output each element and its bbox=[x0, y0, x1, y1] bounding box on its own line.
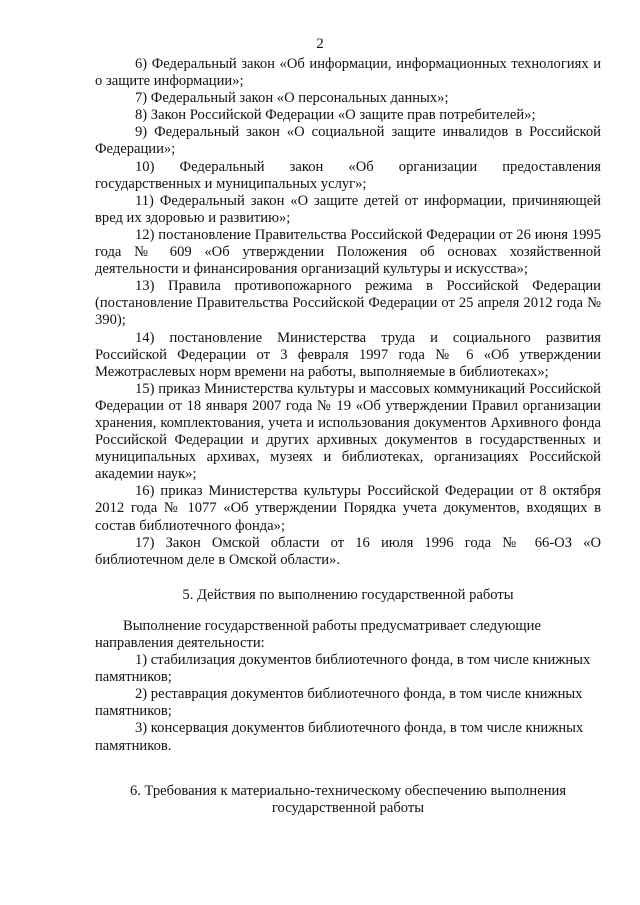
list-item: 10) Федеральный закон «Об организации предоставления государственных и муниципальных услуг»; bbox=[95, 158, 601, 192]
list-item: 17) Закон Омской области от 16 июля 1996 года № 66-ОЗ «О библиотечном деле в Омской области». bbox=[95, 534, 601, 568]
legal-basis-list bbox=[95, 56, 601, 569]
section-intro: Выполнение государственной работы предусматривает следующие направления деятельности: bbox=[95, 617, 541, 651]
list-item: 14) постановление Министерства труда и социального развития Российской Федерации от 3 февраля 1997 года № 6 «Об утверждении Межотраслевых норм времени на работы, выполняемые в библиотеках»; bbox=[95, 329, 601, 380]
list-item: 15) приказ Министерства культуры и массовых коммуникаций Российской Федерации от 18 января 2007 года № 19 «Об утверждении Правил организации хранения, комплектования, учета и использования документов Архивного фонда Российской Федерации и других архивных документов в государственных и муниципальных архивах, музеях и библиотеках, организациях Российской академии наук»; bbox=[95, 380, 601, 483]
section-heading: 5. Действия по выполнению государственной работы bbox=[182, 586, 514, 603]
section-heading: 6. Требования к материально-техническому обеспечению выполнения государственной работы bbox=[129, 782, 567, 816]
list-item: 13) Правила противопожарного режима в Российской Федерации (постановление Правительства Российской Федерации от 25 апреля 2012 года № 390); bbox=[95, 278, 601, 329]
list-item: 3) консервация документов библиотечного фонда, в том числе книжных памятников. bbox=[95, 720, 584, 754]
list-item: 6) Федеральный закон «Об информации, информационных технологиях и о защите информации»; bbox=[95, 56, 601, 90]
list-item: 12) постановление Правительства Российской Федерации от 26 июня 1995 года № 609 «Об утверждении Положения об основах хозяйственной деятельности и финансирования организаций культуры и искусства»; bbox=[95, 226, 601, 278]
page-number: 2 bbox=[316, 36, 324, 52]
list-item: 9) Федеральный закон «О социальной защите инвалидов в Российской Федерации»; bbox=[95, 124, 601, 158]
list-item: 11) Федеральный закон «О защите детей от информации, причиняющей вред их здоровью и развитию»; bbox=[95, 192, 601, 226]
list-item: 8) Закон Российской Федерации «О защите прав потребителей»; bbox=[135, 107, 536, 124]
list-item: 1) стабилизация документов библиотечного фонда, в том числе книжных памятников; bbox=[95, 652, 591, 686]
list-item: 2) реставрация документов библиотечного фонда, в том числе книжных памятников; bbox=[95, 686, 583, 720]
list-item: 7) Федеральный закон «О персональных данных»; bbox=[135, 90, 449, 107]
list-item: 16) приказ Министерства культуры Российской Федерации от 8 октября 2012 года № 1077 «Об утверждении Порядка учета документов, входящих в состав библиотечного фонда»; bbox=[95, 483, 601, 534]
document-body bbox=[95, 56, 601, 817]
